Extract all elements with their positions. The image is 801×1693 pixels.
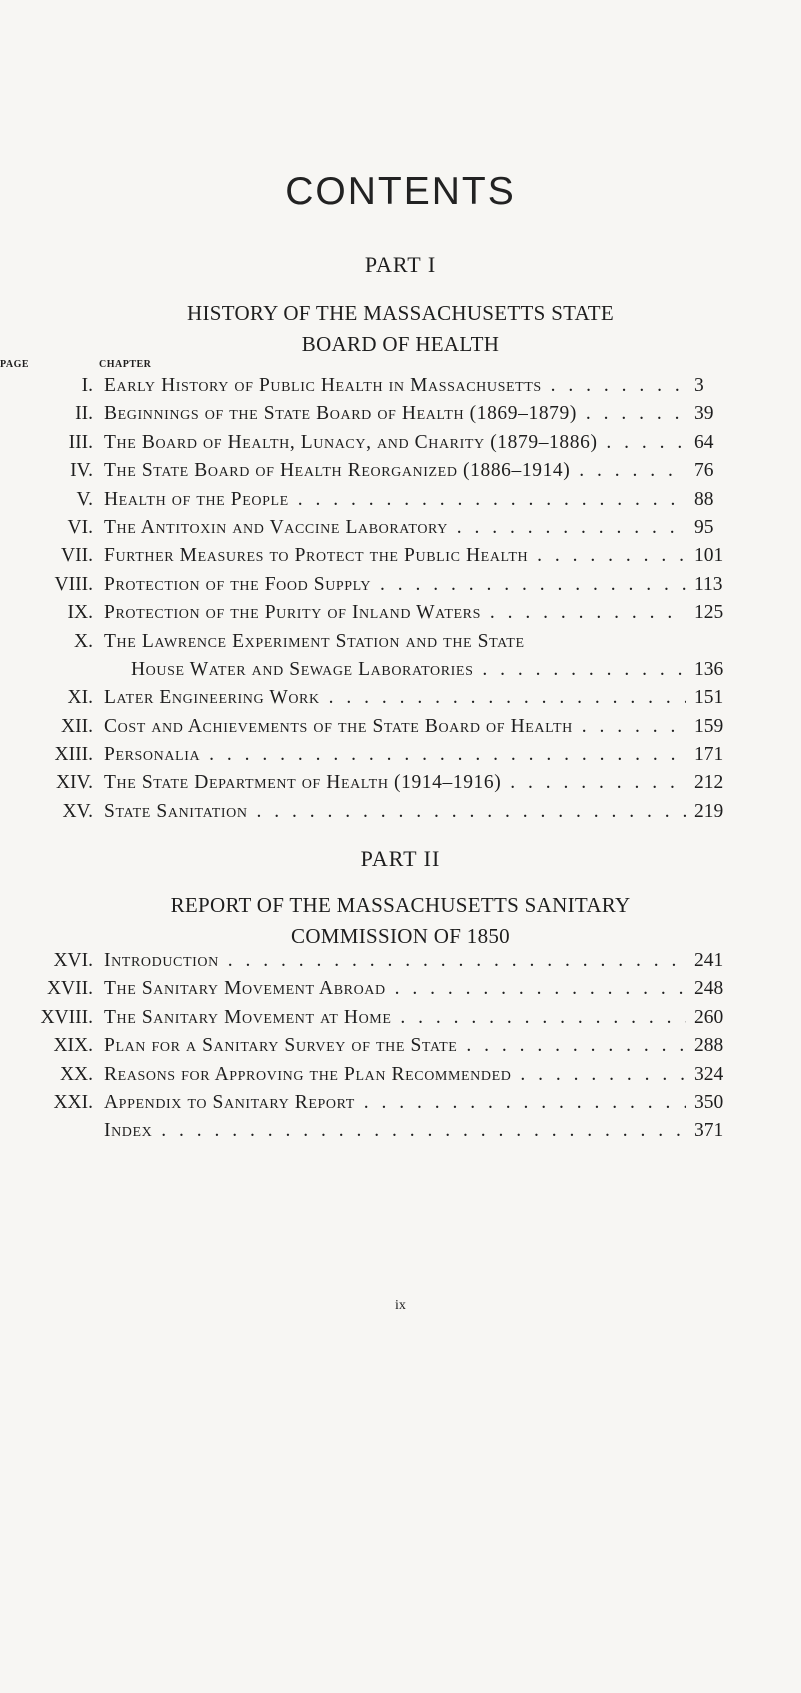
toc-entry (0, 628, 801, 656)
page-number-entry: 241 (694, 950, 724, 971)
page-number-entry: 3 (694, 375, 704, 396)
chapter-number: XVI. (53, 950, 93, 971)
chapter-title: Early History of Public Health in Massachusetts . . . (104, 372, 686, 400)
chapter-title: The Board of Health, Lunacy, and Charity (1879–1886) . . . (104, 429, 686, 457)
toc-entry (0, 400, 801, 428)
toc-entry (0, 947, 801, 975)
part1-subtitle-line2: BOARD OF HEALTH (301, 332, 500, 356)
chapter-title: The Sanitary Movement at Home . . . (104, 1004, 686, 1032)
chapter-number: VIII. (54, 573, 93, 595)
chapter-number: XXI. (53, 1091, 93, 1113)
chapter-number: XVII. (46, 978, 93, 1000)
page-number: ix (395, 1298, 406, 1313)
chapter-title: The Antitoxin and Vaccine Laboratory . . . (104, 514, 686, 542)
page-number-entry: 260 (694, 1006, 724, 1028)
toc-entry (0, 1061, 801, 1089)
part1-toc-list (0, 372, 801, 826)
toc-entry (0, 514, 801, 542)
chapter-number: XVIII. (40, 1006, 93, 1028)
chapter-title: Health of the People . . . (104, 486, 686, 514)
toc-entry (0, 1032, 801, 1060)
toc-entry (0, 486, 801, 514)
toc-entry (0, 1089, 801, 1117)
page-number-entry: 248 (694, 978, 724, 1000)
chapter-number: V. (76, 488, 93, 510)
chapter-number: XII. (61, 715, 93, 737)
chapter-number: XIX. (53, 1035, 93, 1057)
part2-toc-list (0, 947, 801, 1146)
toc-entry (0, 798, 801, 826)
page-number-entry: 324 (694, 1063, 724, 1085)
chapter-title: Further Measures to Protect the Public Health . . . (104, 542, 686, 570)
chapter-number: XV. (62, 800, 93, 822)
toc-entry (0, 713, 801, 741)
page-number-entry: 171 (694, 744, 724, 766)
chapter-number: III. (68, 431, 93, 453)
chapter-number: VII. (61, 545, 93, 567)
chapter-title: Introduction . . . (104, 947, 686, 975)
page-number-entry: 64 (694, 431, 714, 453)
part1-subtitle-line1: HISTORY OF THE MASSACHUSETTS STATE (186, 301, 615, 325)
chapter-title: Beginnings of the State Board of Health (1869–1879) . . . (104, 400, 686, 428)
part2-subtitle-line1: REPORT OF THE MASSACHUSETTS SANITARY (170, 893, 631, 917)
page-number-entry: 95 (694, 516, 714, 538)
page-number-entry: 113 (694, 573, 723, 595)
page-number-entry: 125 (694, 602, 724, 624)
chapter-title: Protection of the Purity of Inland Waters . . . (104, 599, 686, 627)
page-number-entry: 212 (694, 772, 724, 794)
page-number-entry: 219 (694, 800, 724, 822)
chapter-number: I. (81, 375, 93, 396)
page-number-entry: 101 (694, 545, 724, 567)
toc-entry (0, 656, 801, 684)
page-number-entry: 151 (694, 687, 724, 709)
part1-subtitle (0, 298, 801, 360)
part2-heading: PART II (360, 846, 441, 871)
chapter-title: Protection of the Food Supply . . . (104, 571, 686, 599)
chapter-title: The State Department of Health (1914–1916) . . . (104, 769, 686, 797)
toc-entry (0, 975, 801, 1003)
chapter-number: XIII. (54, 744, 93, 766)
chapter-title: Plan for a Sanitary Survey of the State . . . (104, 1032, 686, 1060)
chapter-title: The Sanitary Movement Abroad . . . (104, 975, 686, 1003)
toc-entry (0, 429, 801, 457)
toc-entry (0, 599, 801, 627)
page-number-entry: 288 (694, 1035, 724, 1057)
contents-title: CONTENTS (285, 170, 516, 213)
chapter-title: Later Engineering Work . . . (104, 684, 686, 712)
page-number-entry: 371 (694, 1120, 724, 1142)
chapter-number: IX. (67, 602, 93, 624)
chapter-number: XIV. (55, 772, 93, 794)
chapter-title: State Sanitation . . . (104, 798, 686, 826)
chapter-number: XI. (67, 687, 93, 709)
page-number-entry: 39 (694, 403, 714, 425)
chapter-title: Appendix to Sanitary Report . . . (104, 1089, 686, 1117)
chapter-number: VI. (67, 516, 93, 538)
toc-entry (0, 1004, 801, 1032)
page-column-label: PAGE (0, 359, 30, 370)
toc-entry (0, 571, 801, 599)
part2-subtitle (0, 890, 801, 952)
page-number-entry: 350 (694, 1091, 724, 1113)
chapter-number: IV. (70, 460, 93, 482)
chapter-title: Cost and Achievements of the State Board of Health . . . (104, 713, 686, 741)
chapter-number: II. (75, 403, 93, 425)
toc-entry (0, 372, 801, 400)
page-number-entry: 136 (694, 658, 724, 680)
chapter-column-label: CHAPTER (99, 359, 152, 370)
chapter-title: Personalia . . . (104, 741, 686, 769)
chapter-title: The State Board of Health Reorganized (1886–1914) . . . (104, 457, 686, 485)
chapter-number: X. (74, 630, 93, 652)
toc-entry (0, 542, 801, 570)
toc-entry (0, 741, 801, 769)
chapter-title: Index . . . (104, 1117, 686, 1145)
chapter-title: Reasons for Approving the Plan Recommended . . . (104, 1061, 686, 1089)
part2-subtitle-line2: COMMISSION OF 1850 (291, 924, 510, 948)
toc-entry (0, 769, 801, 797)
toc-entry (0, 1117, 801, 1145)
page-number-entry: 159 (694, 715, 724, 737)
toc-entry (0, 457, 801, 485)
toc-entry (0, 684, 801, 712)
chapter-title: House Water and Sewage Laboratories . . . (131, 656, 686, 684)
part1-heading: PART I (364, 252, 437, 277)
page-number-entry: 76 (694, 460, 714, 482)
chapter-title: The Lawrence Experiment Station and the State (104, 630, 525, 652)
page-number-entry: 88 (694, 488, 714, 510)
chapter-number: XX. (59, 1063, 93, 1085)
